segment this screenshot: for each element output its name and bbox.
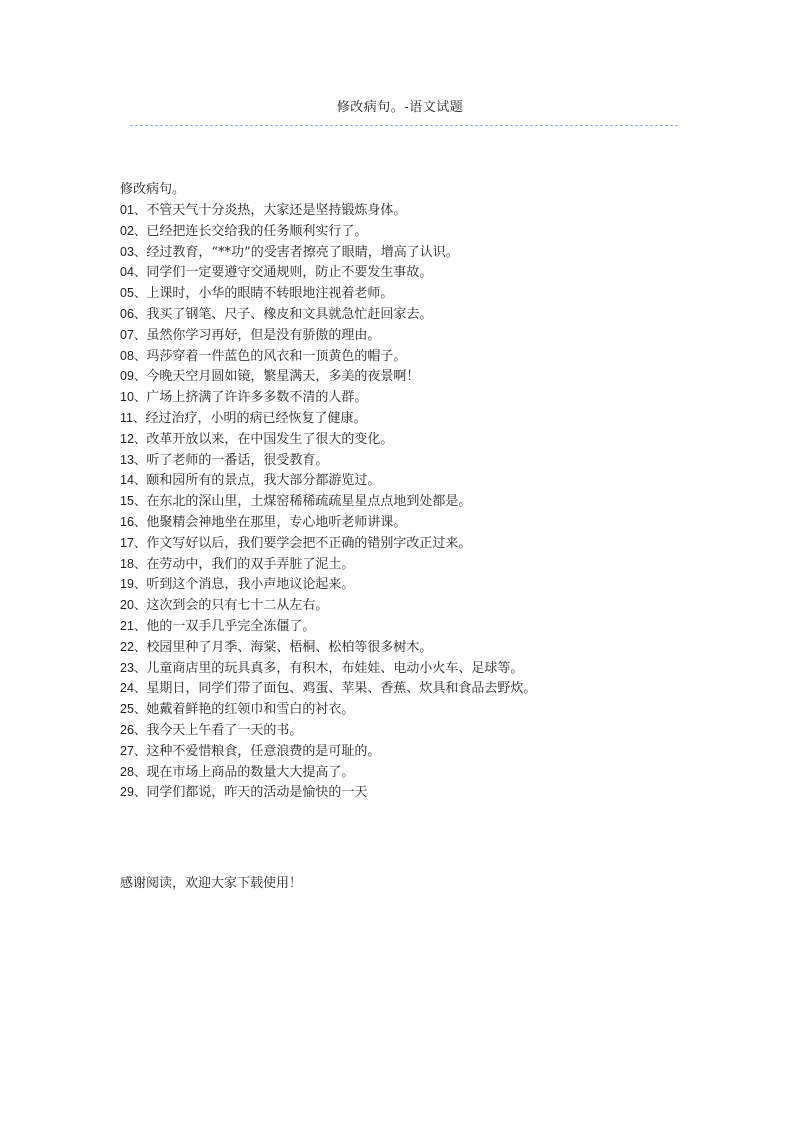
list-item: [120, 470, 700, 491]
section-heading: 修改病句。: [120, 182, 186, 197]
list-item: [120, 387, 700, 408]
item-number: 22、: [120, 639, 147, 654]
item-sentence: 儿童商店里的玩具真多，有积木，布娃娃、电动小火车、足球等。: [146, 660, 524, 676]
list-item: [120, 533, 700, 554]
item-sentence: 在劳动中，我们的双手弄脏了泥土。: [146, 556, 355, 572]
list-item: [120, 304, 700, 325]
item-number: 13、: [120, 452, 147, 467]
item-number: 07、: [120, 327, 147, 342]
item-sentence: 我买了钢笔、尺子、橡皮和文具就急忙赶回家去。: [146, 306, 433, 322]
list-item: [120, 595, 700, 616]
item-sentence: 这次到会的只有七十二从左右。: [146, 598, 329, 614]
list-item: [120, 658, 700, 679]
list-item: [120, 762, 700, 783]
item-number: 04、: [120, 265, 147, 280]
item-number: 14、: [120, 473, 147, 488]
item-number: 10、: [120, 390, 147, 405]
item-sentence: 星期日，同学们带了面包、鸡蛋、苹果、香蕉、炊具和食品去野炊。: [146, 681, 537, 697]
item-number: 11、: [120, 410, 146, 425]
list-item: [120, 741, 700, 762]
list-item: [120, 408, 700, 429]
item-number: 23、: [120, 660, 147, 675]
list-item: [120, 782, 700, 803]
item-number: 15、: [120, 494, 147, 509]
sentence-list: [120, 200, 700, 803]
item-number: 20、: [120, 598, 147, 613]
item-sentence: 玛莎穿着一件蓝色的风衣和一顶黄色的帽子。: [146, 348, 407, 364]
list-item: [120, 574, 700, 595]
item-sentence: 同学们都说，昨天的活动是愉快的一天: [146, 785, 368, 801]
item-number: 26、: [120, 722, 147, 737]
item-sentence: 改革开放以来，在中国发生了很大的变化。: [146, 431, 394, 447]
list-item: [120, 699, 700, 720]
item-sentence: 上课时，小华的眼睛不转眼地注视着老师。: [146, 286, 394, 302]
item-number: 05、: [120, 286, 147, 301]
list-item: [120, 346, 700, 367]
list-item: [120, 637, 700, 658]
item-sentence: 已经把连长交给我的任务顺利实行了。: [146, 223, 368, 239]
item-sentence: 校园里种了月季、海棠、梧桐、松柏等很多树木。: [146, 639, 433, 655]
item-sentence: 听了老师的一番话，很受教育。: [146, 452, 329, 468]
item-number: 17、: [120, 535, 147, 550]
item-number: 19、: [120, 577, 147, 592]
list-item: [120, 450, 700, 471]
list-item: [120, 283, 700, 304]
document-header-title: 修改病句。-语文试题: [336, 100, 464, 115]
item-number: 27、: [120, 743, 147, 758]
item-number: 18、: [120, 556, 147, 571]
list-item: [120, 262, 700, 283]
item-sentence: 不管天气十分炎热，大家还是坚持锻炼身体。: [146, 203, 407, 218]
item-number: 09、: [120, 369, 147, 384]
item-sentence: 虽然你学习再好，但是没有骄傲的理由。: [146, 327, 381, 343]
item-number: 02、: [120, 223, 147, 238]
item-sentence: 今晚天空月圆如镜，繁星满天，多美的夜景啊！: [146, 369, 420, 385]
list-item: [120, 616, 700, 637]
item-number: 24、: [120, 681, 147, 696]
item-number: 28、: [120, 764, 147, 779]
document-body: [120, 180, 700, 803]
list-item: [120, 491, 700, 512]
list-item: [120, 678, 700, 699]
header-divider: [130, 125, 678, 126]
list-item: [120, 221, 700, 242]
item-sentence: 颐和园所有的景点，我大部分都游览过。: [146, 473, 381, 489]
item-number: 16、: [120, 514, 147, 529]
item-number: 21、: [120, 618, 147, 633]
item-sentence: 经过教育，“**功”的受害者擦亮了眼睛，增高了认识。: [146, 244, 459, 260]
footer-note: 感谢阅读，欢迎大家下载使用！: [120, 876, 303, 891]
item-sentence: 他的一双手几乎完全冻僵了。: [146, 618, 316, 634]
item-number: 01、: [120, 203, 147, 217]
list-item: [120, 200, 700, 221]
item-sentence: 我今天上午看了一天的书。: [146, 722, 303, 738]
item-sentence: 广场上挤满了许许多多数不清的人群。: [146, 390, 368, 406]
item-sentence: 她戴着鲜艳的红领巾和雪白的衬衣。: [146, 702, 355, 718]
item-number: 06、: [120, 306, 147, 321]
list-item: [120, 366, 700, 387]
item-sentence: 现在市场上商品的数量大大提高了。: [146, 764, 355, 780]
list-item: [120, 429, 700, 450]
item-sentence: 在东北的深山里，土煤窑稀稀疏疏星星点点地到处都是。: [146, 494, 472, 510]
item-number: 03、: [120, 244, 147, 259]
item-sentence: 作文写好以后，我们要学会把不正确的错别字改正过来。: [146, 535, 472, 551]
item-sentence: 同学们一定要遵守交通规则，防止不要发生事故。: [146, 265, 433, 281]
item-sentence: 经过治疗，小明的病已经恢复了健康。: [145, 410, 367, 426]
list-item: [120, 554, 700, 575]
list-item: [120, 325, 700, 346]
item-sentence: 听到这个消息，我小声地议论起来。: [146, 577, 355, 593]
item-number: 25、: [120, 702, 147, 717]
item-sentence: 这种不爱惜粮食，任意浪费的是可耻的。: [146, 743, 381, 759]
list-item: [120, 242, 700, 263]
list-item: [120, 512, 700, 533]
item-number: 12、: [120, 431, 147, 446]
item-number: 08、: [120, 348, 147, 363]
list-item: [120, 720, 700, 741]
item-sentence: 他聚精会神地坐在那里，专心地听老师讲课。: [146, 514, 407, 530]
item-number: 29、: [120, 785, 147, 800]
